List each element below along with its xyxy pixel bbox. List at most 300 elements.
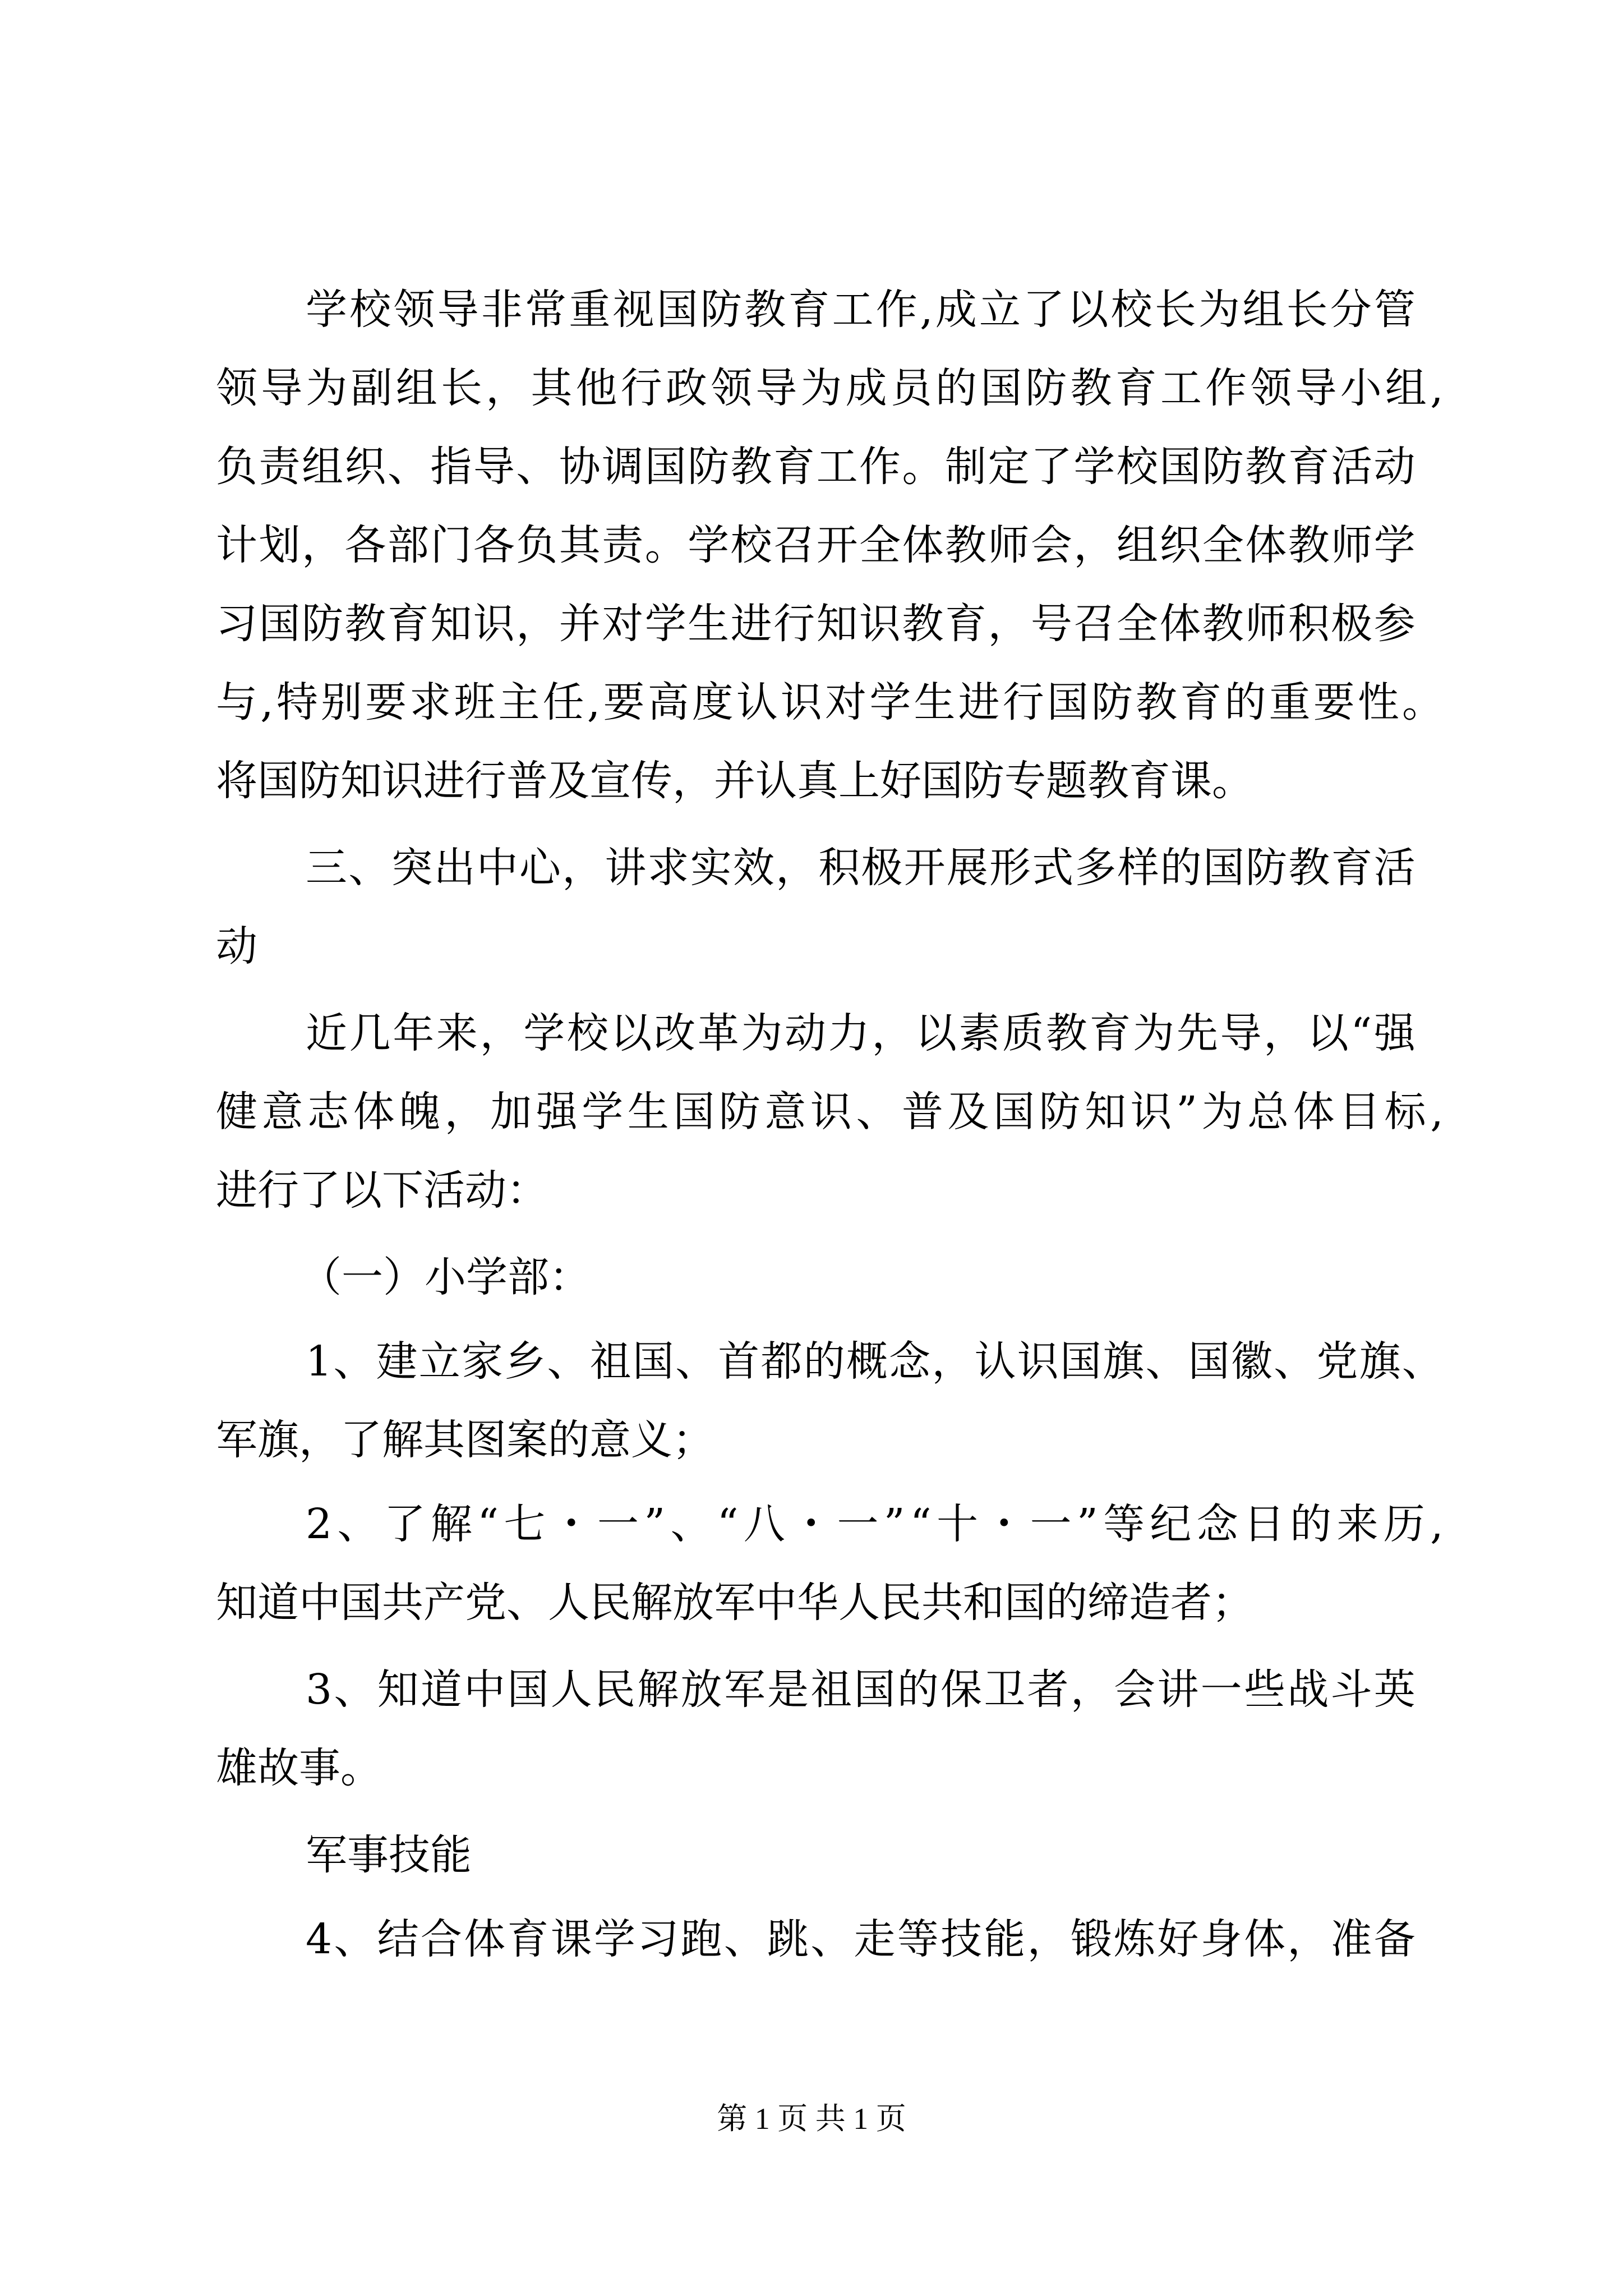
glyph: 国 [1060, 1337, 1102, 1386]
glyph: 生 [627, 1088, 669, 1136]
glyph: 主 [498, 678, 540, 726]
glyph: 人 [550, 1665, 592, 1714]
glyph: 、 [516, 443, 558, 491]
glyph: 走 [854, 1915, 896, 1963]
glyph: 体 [1243, 1915, 1285, 1963]
glyph: 协 [559, 443, 601, 491]
glyph: ” [1076, 1500, 1098, 1548]
glyph: 徽 [1230, 1337, 1272, 1386]
glyph: 中 [476, 844, 518, 892]
glyph: 国 [632, 1337, 674, 1386]
glyph: 非 [481, 286, 523, 334]
glyph: 的 [1160, 844, 1202, 892]
glyph: 要 [603, 678, 645, 726]
glyph: 普 [901, 1088, 943, 1136]
glyph: 跑 [680, 1915, 722, 1963]
glyph: ， [486, 364, 528, 412]
glyph: 员 [890, 364, 932, 412]
glyph: ， [479, 1009, 522, 1057]
glyph: 师 [1245, 600, 1287, 648]
glyph: 课 [550, 1915, 592, 1963]
glyph: 会 [1114, 1665, 1156, 1714]
glyph: 的 [897, 1665, 939, 1714]
glyph: 了 [1030, 443, 1072, 491]
glyph: 、 [333, 1337, 375, 1386]
glyph: 、 [547, 1337, 589, 1386]
glyph: ， [1287, 1915, 1329, 1963]
glyph: 校 [1116, 443, 1158, 491]
glyph: 以 [915, 1009, 957, 1057]
glyph: “ [1350, 1009, 1372, 1057]
glyph: 育 [1180, 678, 1222, 726]
glyph: 防 [1202, 443, 1244, 491]
glyph: 对 [602, 600, 644, 648]
glyph: , [1430, 364, 1444, 412]
glyph: 质 [1002, 1009, 1044, 1057]
glyph: 先 [1176, 1009, 1218, 1057]
glyph: 作 [859, 443, 901, 491]
glyph: 校 [1110, 286, 1152, 334]
glyph: 以 [1067, 286, 1109, 334]
glyph: 工 [1160, 364, 1202, 412]
glyph: 教 [1045, 1009, 1087, 1057]
glyph: 教 [1288, 844, 1330, 892]
glyph: 学 [582, 1088, 624, 1136]
glyph: 概 [846, 1337, 888, 1386]
glyph: 道 [420, 1665, 462, 1714]
text-line: 军旗，了解其图案的意义； [216, 1416, 714, 1464]
glyph: 念 [1196, 1500, 1238, 1548]
glyph: 育 [507, 1915, 549, 1963]
glyph: 解 [637, 1665, 679, 1714]
glyph: 各 [473, 521, 515, 569]
glyph: 些 [1243, 1665, 1285, 1714]
glyph: 防 [1025, 364, 1067, 412]
glyph: 国 [1188, 1337, 1230, 1386]
glyph: 几 [349, 1009, 391, 1057]
glyph: 师 [988, 521, 1030, 569]
glyph: ， [776, 844, 818, 892]
glyph: 积 [1288, 600, 1330, 648]
glyph: 教 [730, 443, 772, 491]
glyph: 国 [644, 443, 686, 491]
glyph: 的 [935, 364, 977, 412]
glyph: 三 [306, 844, 347, 892]
glyph: 卫 [984, 1665, 1026, 1714]
text-line [306, 286, 1415, 334]
glyph: 识 [1017, 1337, 1059, 1386]
glyph: 好 [1157, 1915, 1199, 1963]
glyph: 、 [1274, 1337, 1316, 1386]
glyph: 生 [688, 600, 730, 648]
glyph: 视 [612, 286, 654, 334]
glyph: 教 [344, 600, 386, 648]
text-line [306, 1915, 1415, 1963]
glyph: 育 [944, 600, 986, 648]
glyph: 是 [767, 1665, 809, 1714]
glyph: 高 [647, 678, 689, 726]
glyph: ， [1027, 1915, 1069, 1963]
glyph: 了 [1023, 286, 1065, 334]
glyph: 生 [914, 678, 956, 726]
glyph: 识 [473, 600, 515, 648]
glyph: 一 [597, 1500, 639, 1548]
text-line [306, 1500, 1444, 1548]
glyph: “ [717, 1500, 739, 1548]
glyph: 样 [1117, 844, 1159, 892]
glyph: 行 [773, 600, 815, 648]
glyph: 七 [504, 1500, 546, 1548]
glyph: 身 [1200, 1915, 1242, 1963]
glyph: 国 [656, 286, 698, 334]
text-line: 动 [216, 922, 257, 970]
glyph: 4 [306, 1915, 333, 1963]
glyph: 组 [1116, 521, 1158, 569]
glyph: 领 [1250, 364, 1292, 412]
glyph: 度 [691, 678, 734, 726]
text-line [216, 678, 1444, 726]
glyph: ， [932, 1337, 974, 1386]
glyph: 小 [1340, 364, 1382, 412]
glyph: 的 [1290, 1500, 1332, 1548]
glyph: 的 [803, 1337, 845, 1386]
glyph: 准 [1330, 1915, 1372, 1963]
glyph: 制 [944, 443, 986, 491]
glyph: 习 [637, 1915, 679, 1963]
glyph: 旗 [1103, 1337, 1145, 1386]
glyph: 副 [351, 364, 393, 412]
glyph: 动 [785, 1009, 827, 1057]
glyph: 历 [1383, 1500, 1425, 1548]
glyph: 责 [259, 443, 301, 491]
glyph: 教 [902, 600, 944, 648]
glyph: 成 [935, 286, 977, 334]
glyph: 教 [944, 521, 986, 569]
glyph: 以 [610, 1009, 652, 1057]
glyph: 领 [216, 364, 257, 412]
glyph: 育 [788, 286, 830, 334]
text-line: 知道中国共产党、人民解放军中华人民共和国的缔造者； [216, 1579, 1253, 1627]
glyph: ・ [790, 1500, 832, 1548]
glyph: 召 [773, 521, 815, 569]
glyph: 学 [644, 600, 686, 648]
glyph: 教 [1070, 364, 1112, 412]
glyph: 改 [654, 1009, 696, 1057]
glyph: 了 [384, 1500, 426, 1548]
glyph: 班 [454, 678, 496, 726]
glyph: 念 [889, 1337, 931, 1386]
glyph: 多 [1075, 844, 1117, 892]
glyph: 国 [980, 364, 1022, 412]
glyph: 合 [420, 1915, 462, 1963]
glyph: 认 [736, 678, 778, 726]
glyph: 特 [276, 678, 318, 726]
glyph: ・ [550, 1500, 592, 1548]
glyph: 一 [1200, 1665, 1242, 1714]
text-line [306, 1337, 1444, 1386]
glyph: 为 [1201, 1088, 1243, 1136]
glyph: ， [562, 844, 604, 892]
glyph: 标 [1384, 1088, 1426, 1136]
glyph: 知 [816, 600, 858, 648]
glyph: 学 [869, 678, 911, 726]
glyph: 导 [473, 443, 515, 491]
glyph: 号 [1030, 600, 1072, 648]
glyph: 八 [743, 1500, 785, 1548]
glyph: 祖 [589, 1337, 631, 1386]
glyph: 。 [902, 443, 944, 491]
glyph: 织 [1159, 521, 1201, 569]
glyph: 学 [593, 1915, 635, 1963]
glyph: 建 [376, 1337, 418, 1386]
glyph: 党 [1316, 1337, 1358, 1386]
glyph: 体 [902, 521, 944, 569]
glyph: , [587, 678, 601, 726]
glyph: 魄 [399, 1088, 441, 1136]
glyph: 长 [440, 364, 482, 412]
glyph: 备 [1373, 1915, 1415, 1963]
text-line [216, 1088, 1444, 1136]
glyph: ・ [983, 1500, 1025, 1548]
text-line [216, 600, 1415, 648]
glyph: 素 [958, 1009, 1000, 1057]
glyph: 旗 [1359, 1337, 1401, 1386]
glyph: 成 [845, 364, 887, 412]
glyph: 日 [1243, 1500, 1285, 1548]
glyph: 行 [620, 364, 662, 412]
glyph: 开 [903, 844, 946, 892]
glyph: 为 [306, 364, 348, 412]
glyph: 展 [946, 844, 988, 892]
text-line [216, 521, 1415, 569]
glyph: 等 [1103, 1500, 1145, 1548]
glyph: 3 [306, 1665, 333, 1714]
text-line [216, 364, 1444, 412]
glyph: 活 [1331, 443, 1373, 491]
text-line: 将国防知识进行普及宣传，并认真上好国防专题教育课。 [216, 757, 1253, 805]
glyph: 国 [993, 1088, 1035, 1136]
glyph: 、 [387, 443, 429, 491]
glyph: ， [301, 521, 343, 569]
glyph: 导 [261, 364, 303, 412]
glyph: 强 [536, 1088, 578, 1136]
glyph: 式 [1032, 844, 1074, 892]
glyph: 中 [464, 1665, 506, 1714]
glyph: 家 [461, 1337, 503, 1386]
glyph: 识 [781, 678, 823, 726]
glyph: 各 [344, 521, 386, 569]
glyph: , [1430, 1500, 1444, 1548]
glyph: 斗 [1330, 1665, 1372, 1714]
glyph: 知 [430, 600, 472, 648]
glyph: 与 [216, 678, 257, 726]
glyph: 国 [1202, 844, 1244, 892]
glyph: 意 [261, 1088, 303, 1136]
glyph: 长 [1154, 286, 1196, 334]
glyph: 、 [337, 1500, 379, 1548]
glyph: 战 [1287, 1665, 1329, 1714]
glyph: 对 [825, 678, 867, 726]
glyph: 等 [897, 1915, 939, 1963]
glyph: 、 [1145, 1337, 1187, 1386]
glyph: 锻 [1070, 1915, 1112, 1963]
glyph: 民 [593, 1665, 635, 1714]
glyph: 负 [516, 521, 558, 569]
glyph: 实 [690, 844, 732, 892]
glyph: ， [444, 1088, 486, 1136]
glyph: 年 [393, 1009, 435, 1057]
glyph: 、 [334, 1915, 376, 1963]
glyph: 定 [988, 443, 1030, 491]
glyph: 育 [1089, 1009, 1131, 1057]
glyph: 其 [559, 521, 601, 569]
glyph: ” [1176, 1088, 1197, 1136]
glyph: 、 [348, 844, 390, 892]
glyph: 教 [744, 286, 786, 334]
glyph: 2 [306, 1500, 333, 1548]
glyph: 学 [306, 286, 347, 334]
text-line [306, 844, 1415, 892]
glyph: 识 [810, 1088, 852, 1136]
glyph: 、 [810, 1915, 852, 1963]
glyph: 体 [464, 1915, 506, 1963]
glyph: 指 [430, 443, 472, 491]
glyph: 育 [1331, 844, 1373, 892]
glyph: , [260, 678, 274, 726]
glyph: 志 [307, 1088, 349, 1136]
glyph: 、 [723, 1915, 766, 1963]
glyph: 解 [430, 1500, 472, 1548]
glyph: 的 [1224, 678, 1266, 726]
glyph: 国 [259, 600, 301, 648]
glyph: 并 [559, 600, 601, 648]
glyph: 防 [718, 1088, 760, 1136]
glyph: 负 [216, 443, 257, 491]
glyph: 、 [670, 1500, 712, 1548]
glyph: , [1430, 1088, 1444, 1136]
glyph: , [920, 286, 933, 334]
glyph: 力 [828, 1009, 870, 1057]
glyph: 校 [566, 1009, 608, 1057]
glyph: 防 [1039, 1088, 1081, 1136]
glyph: ， [988, 600, 1030, 648]
glyph: 国 [854, 1665, 896, 1714]
glyph: 立 [418, 1337, 460, 1386]
glyph: 学 [1373, 521, 1415, 569]
glyph: 责 [602, 521, 644, 569]
glyph: 乡 [504, 1337, 546, 1386]
glyph: 全 [1202, 521, 1244, 569]
glyph: 讲 [605, 844, 647, 892]
glyph: 调 [602, 443, 644, 491]
glyph: 。 [644, 521, 686, 569]
glyph: 强 [1373, 1009, 1415, 1057]
glyph: 会 [1030, 521, 1072, 569]
text-line: 军事技能 [306, 1831, 472, 1879]
glyph: 教 [1288, 521, 1330, 569]
glyph: 导 [1295, 364, 1337, 412]
glyph: 要 [365, 678, 407, 726]
glyph: ” [644, 1500, 666, 1548]
glyph: 保 [940, 1665, 983, 1714]
glyph: 来 [436, 1009, 478, 1057]
glyph: 组 [301, 443, 343, 491]
glyph: 校 [730, 521, 772, 569]
glyph: 讲 [1157, 1665, 1199, 1714]
glyph: 识 [859, 600, 901, 648]
glyph: 计 [216, 521, 257, 569]
glyph: 学 [688, 521, 730, 569]
glyph: 门 [430, 521, 472, 569]
glyph: ， [516, 600, 558, 648]
glyph: 育 [387, 600, 429, 648]
text-line [306, 1665, 1415, 1714]
glyph: 体 [353, 1088, 395, 1136]
glyph: 行 [1002, 678, 1044, 726]
glyph: 国 [1046, 678, 1089, 726]
glyph: 政 [665, 364, 707, 412]
glyph: 认 [974, 1337, 1016, 1386]
glyph: 积 [818, 844, 860, 892]
glyph: 组 [395, 364, 437, 412]
glyph: 分 [1330, 286, 1372, 334]
glyph: “ [477, 1500, 499, 1548]
glyph: 结 [377, 1915, 419, 1963]
text-line: （一）小学部： [300, 1253, 591, 1301]
glyph: 国 [507, 1665, 549, 1714]
glyph: 领 [393, 286, 435, 334]
glyph: ， [1070, 1665, 1112, 1714]
glyph: 组 [1242, 286, 1284, 334]
glyph: 突 [391, 844, 433, 892]
glyph: 。 [1402, 678, 1444, 726]
glyph: 英 [1373, 1665, 1415, 1714]
glyph: 育 [1288, 443, 1330, 491]
glyph: 祖 [810, 1665, 852, 1714]
glyph: 全 [859, 521, 901, 569]
glyph: 织 [344, 443, 386, 491]
glyph: 进 [730, 600, 772, 648]
glyph: 导 [437, 286, 479, 334]
glyph: 炼 [1114, 1915, 1156, 1963]
glyph: 健 [216, 1088, 257, 1136]
glyph: 教 [1202, 600, 1244, 648]
glyph: 、 [856, 1088, 898, 1136]
glyph: 任 [542, 678, 584, 726]
glyph: 召 [1073, 600, 1115, 648]
glyph: 为 [1133, 1009, 1175, 1057]
glyph: 导 [755, 364, 797, 412]
glyph: 、 [1401, 1337, 1444, 1386]
text-line [216, 443, 1415, 491]
glyph: 体 [1159, 600, 1201, 648]
glyph: 组 [1385, 364, 1427, 412]
glyph: 革 [697, 1009, 739, 1057]
glyph: 体 [1293, 1088, 1335, 1136]
glyph: 教 [1136, 678, 1178, 726]
glyph: 育 [1115, 364, 1157, 412]
glyph: 技 [940, 1915, 983, 1963]
glyph: 一 [837, 1500, 879, 1548]
glyph: 学 [523, 1009, 565, 1057]
glyph: 纪 [1150, 1500, 1192, 1548]
glyph: 求 [409, 678, 451, 726]
glyph: ， [1264, 1009, 1306, 1057]
glyph: 校 [349, 286, 391, 334]
glyph: 性 [1357, 678, 1399, 726]
glyph: 国 [1159, 443, 1201, 491]
glyph: 形 [989, 844, 1031, 892]
